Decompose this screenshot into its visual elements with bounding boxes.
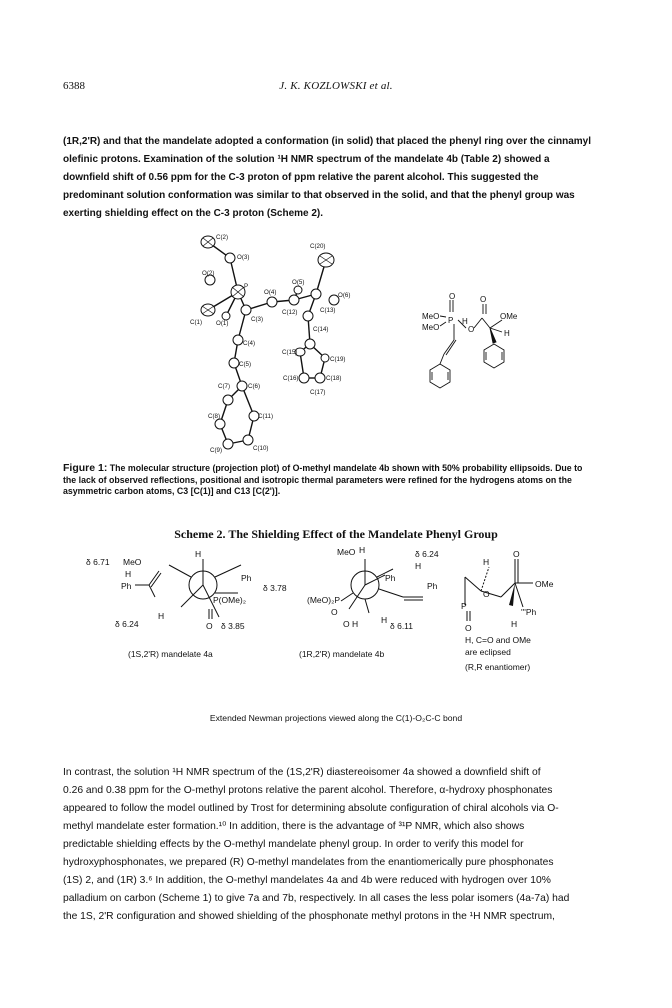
paragraph-1-line: predominant solution conformation was similar to that observed in the solid, and that the phenyl group was bbox=[63, 190, 575, 201]
atom-label: O(2) bbox=[202, 270, 215, 277]
atom-label: C(13) bbox=[320, 307, 336, 314]
atom-label: O(5) bbox=[292, 279, 305, 286]
figure-1-caption-line: asymmetric carbon atoms, C3 [C(1)] and C13 [C(2')]. bbox=[63, 486, 281, 496]
atom-label: O(1) bbox=[216, 320, 229, 327]
scheme-label: MeO bbox=[123, 557, 142, 567]
atom-label: C(10) bbox=[253, 445, 269, 452]
atom-label: C(2) bbox=[216, 234, 229, 241]
paragraph-2 bbox=[63, 764, 623, 926]
paragraph-2-line: the 1S, 2'R configuration and showed shielding of the phosphonate methyl protons in the ¹H NMR spectrum, bbox=[63, 911, 555, 922]
atom-label: P bbox=[244, 283, 249, 290]
struct-label: O bbox=[480, 295, 487, 304]
figure-1-label: Figure 1: bbox=[63, 462, 108, 474]
paragraph-1-line: olefinic protons. Examination of the solution ¹H NMR spectrum of the mandelate 4b (Table 2) showed a bbox=[63, 154, 550, 165]
scheme-label: Ph bbox=[427, 581, 438, 591]
scheme-label: δ 3.85 bbox=[221, 621, 245, 631]
atom-label: C(1) bbox=[190, 319, 203, 326]
atom-label: C(5) bbox=[239, 361, 252, 368]
scheme-label: '''Ph bbox=[521, 607, 537, 617]
scheme-label: H bbox=[195, 549, 202, 559]
struct-label: O bbox=[449, 292, 456, 301]
scheme-label: P(OMe)₂ bbox=[213, 595, 247, 605]
paragraph-2-line: methyl mandelate ester formation.¹⁰ In addition, there is the advantage of ³¹P NMR, which also shows bbox=[63, 821, 525, 832]
scheme-label: δ 6.24 bbox=[115, 619, 139, 629]
scheme-label: H bbox=[359, 545, 366, 555]
atom-label: O(3) bbox=[237, 254, 250, 261]
scheme-label: δ 6.11 bbox=[390, 621, 414, 631]
mandelate-structure bbox=[418, 292, 568, 407]
scheme-2-title: Scheme 2. The Shielding Effect of the Mandelate Phenyl Group bbox=[174, 527, 498, 541]
scheme-caption: (1R,2'R) mandelate 4b bbox=[299, 649, 385, 659]
struct-label: MeO bbox=[422, 323, 440, 332]
paragraph-2-line: 0.26 and 0.38 ppm for the O-methyl protons relative the parent alcohol. Therefore, α-hydroxy phosphonates bbox=[63, 785, 553, 796]
paragraph-1-line: exerting shielding effect on the C-3 proton (Scheme 2). bbox=[63, 208, 324, 219]
atom-label: C(7) bbox=[218, 383, 231, 390]
atom-label: O(4) bbox=[264, 289, 277, 296]
atom-label: C(15) bbox=[282, 349, 298, 356]
struct-label: O bbox=[468, 325, 475, 334]
paragraph-2-line: In contrast, the solution ¹H NMR spectrum of the (1S,2'R) diastereoisomer 4a showed a downfield shift of bbox=[63, 767, 541, 778]
atom-label: C(4) bbox=[243, 340, 256, 347]
atom-label: C(3) bbox=[251, 316, 264, 323]
scheme-label: δ 6.71 bbox=[86, 557, 110, 567]
scheme-label: H bbox=[415, 561, 422, 571]
figure-1-caption-line: The molecular structure (projection plot) of O-methyl mandelate 4b shown with 50% probability ellipsoids. Due to bbox=[107, 463, 583, 473]
atom-label: C(16) bbox=[283, 375, 299, 382]
scheme-2-diagram bbox=[63, 545, 623, 710]
running-head: J. K. KOZLOWSKI et al. bbox=[279, 80, 393, 92]
figure-1-caption-line: the lack of observed reflections, positional and isotropic thermal parameters were refined for the hydrogens atoms on the bbox=[63, 474, 572, 485]
paragraph-2-line: palladium on carbon (Scheme 1) to give 7a and 7b, respectively. In all cases the less polar isomers (4a-7a) had bbox=[63, 893, 570, 904]
atom-label: C(9) bbox=[210, 447, 223, 454]
scheme-label: OMe bbox=[535, 579, 554, 589]
paragraph-2-line: hydroxyphosphonates, we prepared (R) O-methyl mandelates from the enantiomerically pure phosphonates bbox=[63, 857, 554, 868]
atom-label: O(6) bbox=[338, 292, 351, 299]
scheme-label: H bbox=[381, 615, 388, 625]
atom-label: C(12) bbox=[282, 309, 298, 316]
ortep-figure bbox=[150, 228, 390, 460]
scheme-label: O bbox=[483, 589, 490, 599]
scheme-2-note: Extended Newman projections viewed along the C(1)-O₂C-C bond bbox=[209, 713, 463, 723]
scheme-label: P bbox=[461, 601, 467, 611]
atom-label: C(6) bbox=[248, 383, 261, 390]
atom-label: C(19) bbox=[330, 356, 346, 363]
atom-label: C(11) bbox=[258, 413, 274, 420]
struct-label: H bbox=[504, 329, 510, 338]
paragraph-2-line: predictable shielding effects by the O-methyl mandelate phenyl group. In order to verify this model for bbox=[63, 839, 524, 850]
scheme-label: (R,R enantiomer) bbox=[465, 662, 531, 672]
scheme-label: Ph bbox=[241, 573, 252, 583]
figure-1-caption bbox=[63, 463, 623, 498]
scheme-caption: (1S,2'R) mandelate 4a bbox=[128, 649, 213, 659]
struct-label: P bbox=[448, 316, 454, 325]
paragraph-1-line: (1R,2'R) and that the mandelate adopted a conformation (in solid) that placed the phenyl ring over the cinnamyl bbox=[63, 136, 591, 147]
scheme-label: O bbox=[513, 549, 520, 559]
struct-label: H bbox=[462, 317, 468, 326]
scheme-label: O H bbox=[343, 619, 359, 629]
scheme-label: H bbox=[125, 569, 132, 579]
scheme-label: O bbox=[206, 621, 213, 631]
atom-label: C(8) bbox=[208, 413, 221, 420]
scheme-label: are eclipsed bbox=[465, 647, 511, 657]
scheme-label: H, C=O and OMe bbox=[465, 635, 531, 645]
atom-label: C(20) bbox=[310, 243, 326, 250]
struct-label: MeO bbox=[422, 312, 440, 321]
struct-label: OMe bbox=[500, 312, 518, 321]
atom-label: C(14) bbox=[313, 326, 329, 333]
scheme-label: Ph bbox=[385, 573, 396, 583]
scheme-label: O bbox=[331, 607, 338, 617]
atom-label: C(17) bbox=[310, 389, 326, 396]
paragraph-1-line: downfield shift of 0.56 ppm for the C-3 proton of ppm relative the parent alcohol. This suggested the bbox=[63, 172, 539, 183]
scheme-label: H bbox=[483, 557, 490, 567]
atom-label: C(18) bbox=[326, 375, 342, 382]
scheme-label: H bbox=[511, 619, 518, 629]
scheme-label: Ph bbox=[121, 581, 132, 591]
scheme-label: O bbox=[465, 623, 472, 633]
scheme-label: δ 6.24 bbox=[415, 549, 439, 559]
scheme-label: (MeO)₂P bbox=[307, 595, 341, 605]
scheme-label: δ 3.78 bbox=[263, 583, 287, 593]
paragraph-2-line: appeared to follow the model outlined by Trost for determining absolute configuration of chiral alcohols via O- bbox=[63, 803, 559, 814]
paragraph-2-line: (1S) 2, and (1R) 3.⁶ In addition, the O-methyl mandelates 4a and 4b were reduced with hydrogen over 10% bbox=[63, 875, 551, 886]
page-number: 6388 bbox=[63, 80, 85, 92]
paragraph-1 bbox=[63, 133, 623, 223]
scheme-label: H bbox=[158, 611, 165, 621]
scheme-label: MeO bbox=[337, 547, 356, 557]
